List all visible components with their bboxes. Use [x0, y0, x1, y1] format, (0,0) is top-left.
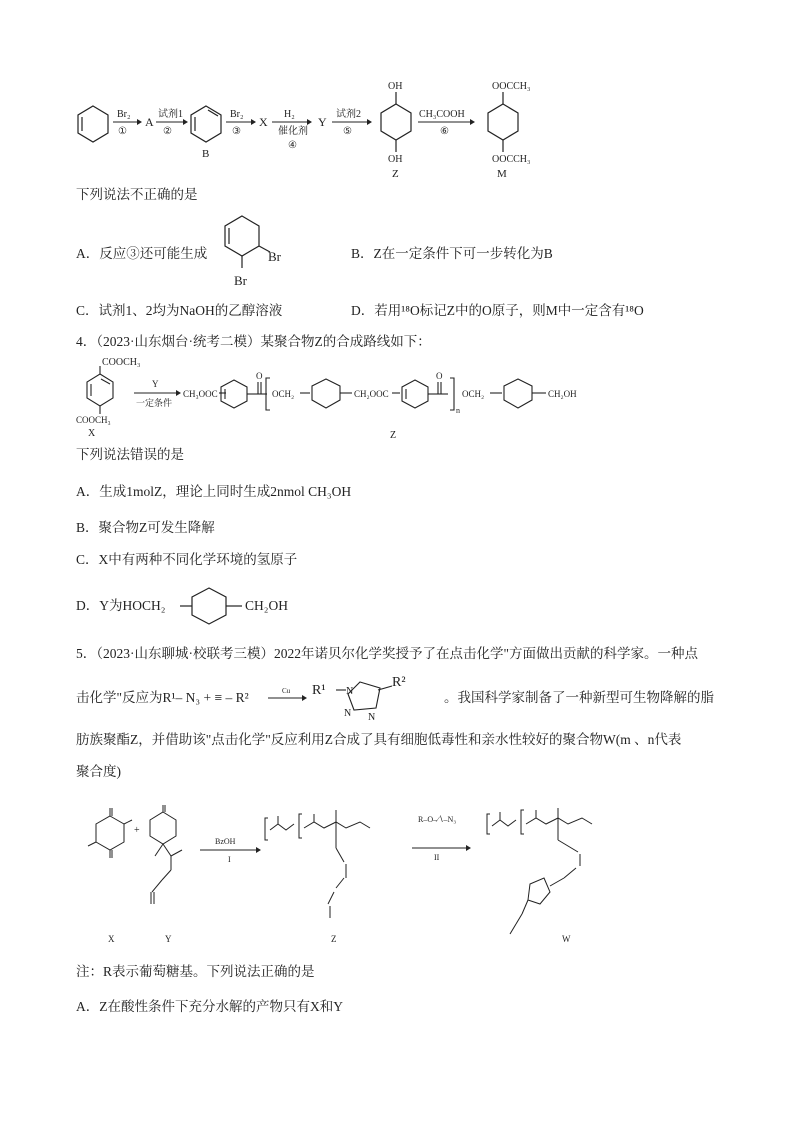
- step2-reagent: 试剂1: [158, 109, 183, 120]
- x-label: X: [88, 428, 96, 439]
- carbonate-y-label: Y: [165, 934, 172, 944]
- click-reaction-diagram: [262, 668, 462, 724]
- step-I-label: I: [228, 855, 231, 864]
- z-ch2oh: CH₂OH: [548, 389, 577, 399]
- z-oh-bottom: OH: [388, 154, 403, 165]
- q5-reaction-suffix: 。我国科学家制备了一种新型可生物降解的脂: [444, 690, 714, 705]
- z-carbonyl-o1: O: [256, 371, 263, 381]
- step5-number: ⑤: [343, 126, 352, 137]
- dibromo-structure: [212, 208, 292, 294]
- step5-reagent: 试剂2: [336, 109, 361, 120]
- q4-option-b: B．聚合物Z可发生降解: [76, 520, 215, 535]
- w-polymer-label: W: [562, 934, 571, 944]
- q5-option-a: A．Z在酸性条件下充分水解的产物只有X和Y: [76, 999, 343, 1014]
- x-top-ester: COOCH₃: [102, 357, 141, 368]
- ring-r1: R¹: [312, 683, 326, 698]
- product-X-label: X: [259, 115, 268, 129]
- step4-number: ④: [288, 140, 297, 151]
- br-label-1: Br: [268, 249, 281, 264]
- lactide-x-label: X: [108, 934, 115, 944]
- step4-reagent: H₂: [284, 109, 295, 120]
- product-B-label: B: [202, 148, 210, 160]
- q5-reaction-prefix: 击化学"反应为R¹– N₃ + ≡ – R²: [76, 690, 249, 705]
- br-label-2: Br: [234, 273, 247, 288]
- ring-n2: N: [344, 708, 352, 719]
- m-label: M: [497, 168, 507, 180]
- product-A-label: A: [145, 115, 154, 129]
- q4-option-d-prefix: D．Y为HOCH₂: [76, 598, 166, 613]
- z-oh-top: OH: [388, 81, 403, 92]
- step4-condition: 催化剂: [278, 126, 308, 137]
- ring-n3: N: [368, 712, 376, 723]
- q4-option-a: A．生成1molZ，理论上同时生成2nmol CH₃OH: [76, 484, 352, 499]
- step3-reagent: Br₂: [230, 109, 244, 120]
- q4-stem: 下列说法错误的是: [76, 447, 184, 462]
- q4-scheme-diagram: [70, 352, 730, 442]
- q3-option-b: B．Z在一定条件下可一步转化为B: [351, 246, 553, 261]
- q4-z-label: Z: [390, 430, 397, 441]
- cyclohexene-structure: [78, 106, 108, 142]
- scheme1-diagram: [0, 0, 794, 185]
- q5-line3: 肪族聚酯Z，并借助该"点击化学"反应利用Z合成了具有细胞低毒性和亲水性较好的聚合物W(m 、n代表: [76, 732, 682, 747]
- q4-option-c: C．X中有两种不同化学环境的氢原子: [76, 552, 298, 567]
- q3-stem: 下列说法不正确的是: [76, 187, 198, 202]
- m-bottom-group: OOCCH₃: [492, 154, 531, 165]
- q4-option-d-suffix: CH₂OH: [245, 598, 288, 613]
- step-II-label: II: [434, 853, 440, 862]
- cyclohexadiene-structure: [191, 106, 221, 142]
- step2-number: ②: [163, 126, 172, 137]
- q3-option-a: A．反应③还可能生成: [76, 246, 208, 261]
- step6-number: ⑥: [440, 126, 449, 137]
- ring-n1: N: [346, 686, 354, 697]
- z-carbonyl-o2: O: [436, 371, 443, 381]
- z-label: Z: [392, 168, 399, 180]
- step6-reagent: CH₃COOH: [419, 109, 465, 120]
- q5-scheme-diagram: [70, 800, 730, 960]
- cu-catalyst: Cu: [282, 687, 291, 695]
- q4-header: 4．（2023·山东烟台·统考二模）某聚合物Z的合成路线如下：: [76, 334, 431, 349]
- step1-reagent: Br₂: [117, 109, 131, 120]
- step1-number: ①: [118, 126, 127, 137]
- q5-header: 5．（2023·山东聊城·校联考三模）2022年诺贝尔化学奖授予了在点击化学"方面做出贡献的科学家。一种点: [76, 646, 699, 661]
- diacetate-M-structure: [488, 92, 518, 152]
- z-ch2ooc: CH₂OOC: [354, 389, 389, 399]
- q3-option-d: D．若用¹⁸O标记Z中的O原子，则M中一定含有¹⁸O: [351, 303, 644, 318]
- z-ch3ooc: CH₃OOC: [183, 389, 218, 399]
- svg-text:+: +: [134, 825, 140, 836]
- q5-line4: 聚合度): [76, 764, 121, 779]
- z-repeat-n: n: [456, 406, 460, 415]
- z-polymer-label: Z: [331, 934, 337, 944]
- z-och2-1: OCH₂: [272, 389, 295, 399]
- azide-reagent: R–O–∕∖–N₃: [418, 815, 457, 824]
- x-bottom-ester: COOCH₃: [76, 415, 111, 425]
- m-top-group: OOCCH₃: [492, 81, 531, 92]
- diol-Z-structure: [381, 92, 411, 152]
- bzoh-reagent: BzOH: [215, 837, 236, 846]
- product-Y-label: Y: [318, 115, 327, 129]
- q4-arrow-bottom: 一定条件: [136, 398, 173, 408]
- q4-arrow-top: Y: [152, 379, 159, 389]
- step3-number: ③: [232, 126, 241, 137]
- q5-note: 注：R表示葡萄糖基。下列说法正确的是: [76, 964, 315, 979]
- q3-option-c: C．试剂1、2均为NaOH的乙醇溶液: [76, 303, 283, 318]
- z-och2-2: OCH₂: [462, 389, 485, 399]
- ring-r2: R²: [392, 675, 406, 690]
